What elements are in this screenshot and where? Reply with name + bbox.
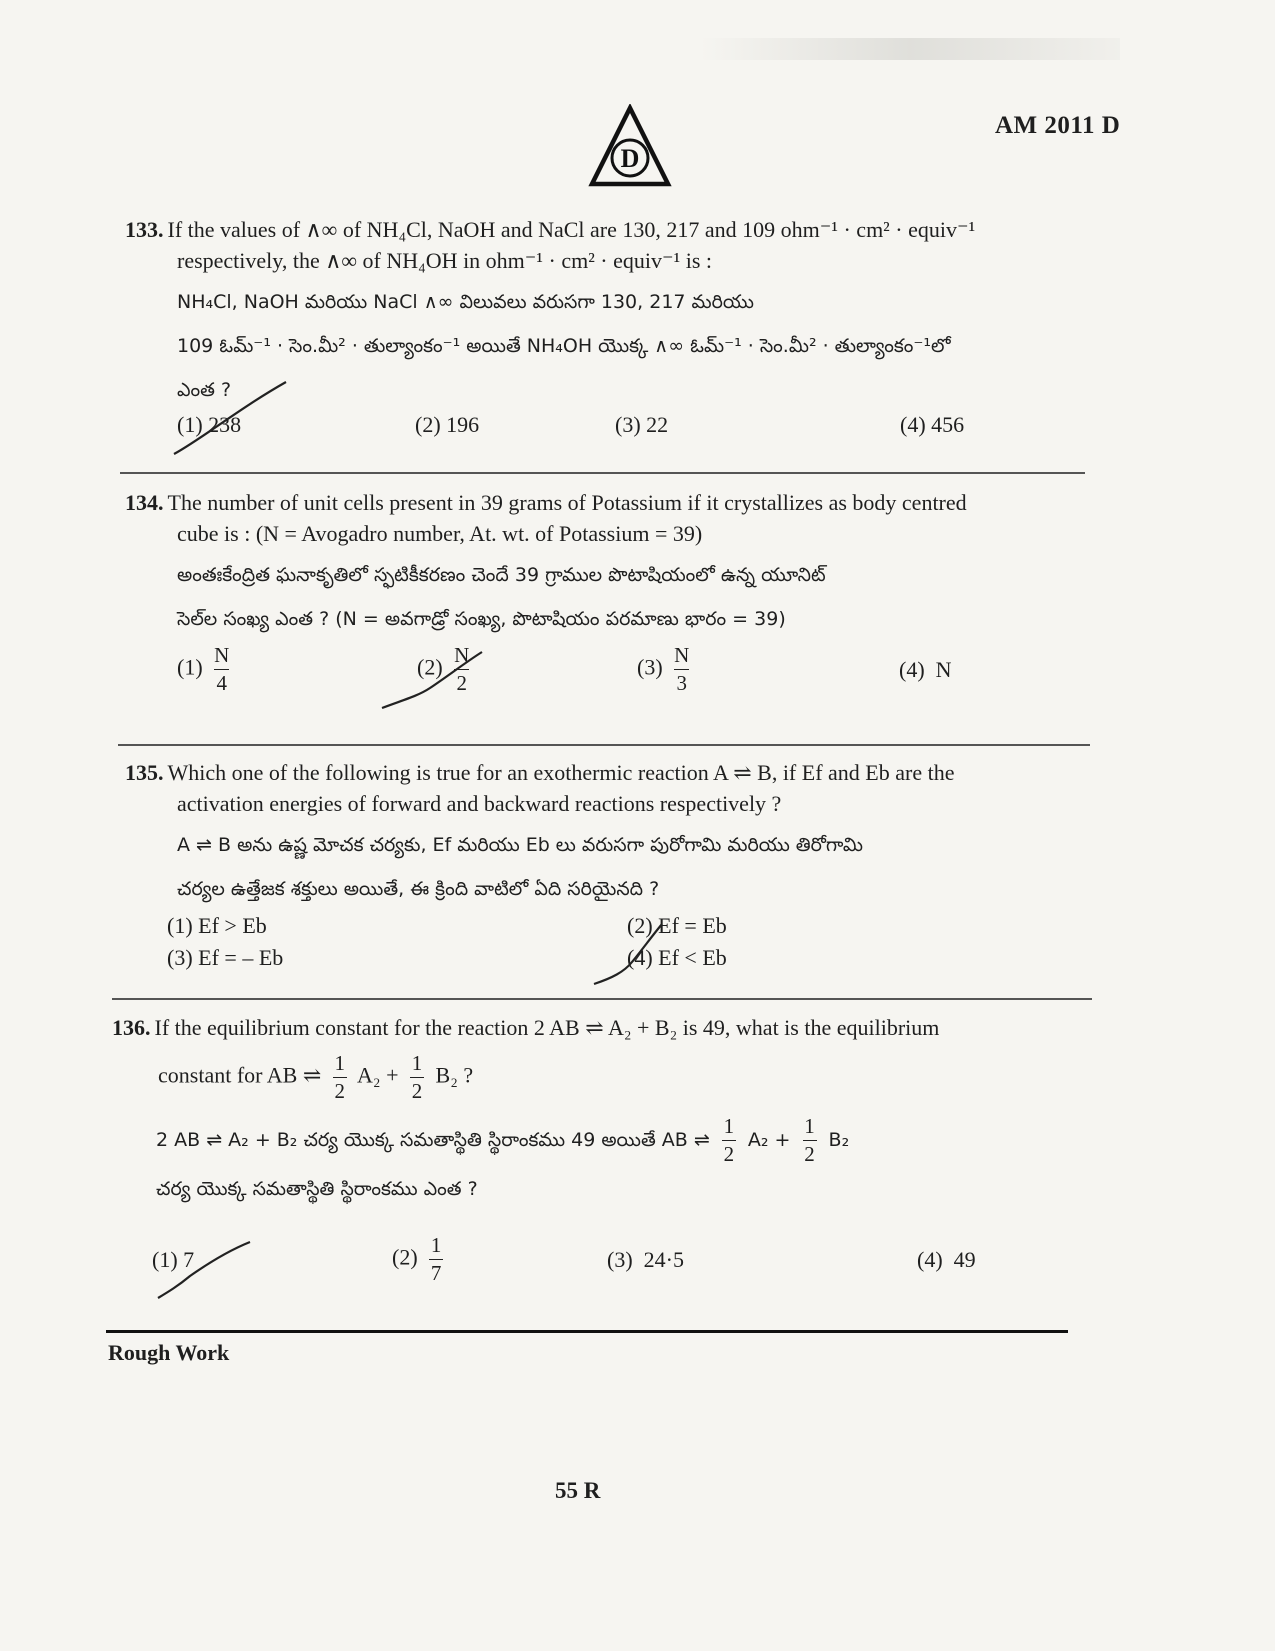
q133-english [125, 214, 1163, 276]
q135-english [125, 757, 1163, 819]
q134-options [125, 645, 1163, 694]
q135-number: 135. [125, 760, 164, 785]
q133-telugu-line1: NH₄Cl, NaOH మరియు NaCl ∧∞ విలువలు వరుసగా 130, 217 మరియు [177, 291, 754, 313]
booklet-letter: D [620, 144, 640, 173]
q136-option-1[interactable]: (1) 7 [152, 1246, 195, 1272]
q133-options [125, 412, 1163, 438]
q133-option-4[interactable]: (4) 456 [900, 412, 965, 437]
q136-telugu [112, 1116, 1163, 1213]
divider-135-136 [112, 998, 1092, 1000]
q133-telugu-line2: 109 ఓమ్⁻¹ · సెం.మీ² · తుల్యాంకం⁻¹ అయితే NH₄OH యొక్క ∧∞ ఓమ్⁻¹ · సెం.మీ² · తుల్యాంకం⁻¹లో [177, 335, 951, 357]
question-134 [125, 487, 1163, 694]
q134-option-2-fraction: $\frac{N}{2}$ [454, 643, 470, 695]
q136-english-line2: constant for AB ⇌ $\frac{1}{2}$ A₂ + $\frac{1}{2}$ B₂ ? [158, 1051, 474, 1103]
q133-english-line1: If the values of ∧∞ of NH₄Cl, NaOH and NaCl are 130, 217 and 109 ohm⁻¹ · cm² · equiv⁻¹ [167, 217, 976, 242]
q133-option-2[interactable]: (2) 196 [415, 412, 480, 437]
q136-option-3[interactable]: (3) 24·5 [607, 1246, 684, 1272]
q136-english [112, 1012, 1163, 1102]
rough-work-label: Rough Work [108, 1340, 230, 1365]
q135-telugu-line1: A ⇌ B అను ఉష్ణ మోచక చర్యకు, Ef మరియు Eb లు వరుసగా పురోగామి మరియు తిరోగామి [177, 834, 863, 856]
q135-telugu [125, 823, 1163, 911]
q133-option-3[interactable]: (3) 22 [615, 412, 669, 437]
q133-option-1[interactable]: (1) 238 [177, 412, 242, 437]
q136-option-2-fraction: $\frac{1}{7}$ [430, 1233, 442, 1285]
question-135 [125, 757, 1163, 971]
q133-english-line2: respectively, the ∧∞ of NH₄OH in ohm⁻¹ · cm² · equiv⁻¹ is : [177, 248, 712, 273]
q134-number: 134. [125, 490, 164, 515]
q135-options [125, 913, 1163, 971]
q136-option-2[interactable]: (2) $\frac{1}{7}$ [392, 1233, 442, 1285]
question-133 [125, 214, 1163, 438]
q136-number: 136. [112, 1015, 151, 1040]
divider-133-134 [120, 472, 1085, 474]
divider-134-135 [118, 744, 1090, 746]
q134-telugu-line2: సెల్‌ల సంఖ్య ఎంత ? (N = అవగాడ్రో సంఖ్య, పొటాషియం పరమాణు భారం = 39) [177, 608, 786, 630]
paper-code: AM 2011 D [995, 112, 1121, 139]
q134-option-2[interactable]: (2) $\frac{N}{2}$ [417, 643, 470, 695]
q136-telugu-half-a: $\frac{1}{2}$ [723, 1114, 735, 1166]
q134-english [125, 487, 1163, 549]
q136-option-4[interactable]: (4) 49 [917, 1246, 976, 1272]
q135-option-1[interactable]: (1) Ef > Eb [167, 913, 267, 938]
booklet-d-triangle-logo [588, 104, 672, 188]
q134-option-1-fraction: $\frac{N}{4}$ [214, 643, 230, 695]
q136-options [112, 1235, 1163, 1284]
q134-telugu [125, 553, 1163, 641]
q134-english-line1: The number of unit cells present in 39 grams of Potassium if it crystallizes as body centred [167, 490, 967, 515]
q135-option-2[interactable]: (2) Ef = Eb [627, 913, 727, 938]
q134-english-line2: cube is : (N = Avogadro number, At. wt. of Potassium = 39) [177, 521, 703, 546]
q135-option-4[interactable]: (4) Ef < Eb [627, 945, 727, 970]
q134-option-4[interactable]: (4) N [899, 656, 952, 682]
q134-option-3-fraction: $\frac{N}{3}$ [674, 643, 690, 695]
q136-telugu-half-b: $\frac{1}{2}$ [804, 1114, 815, 1166]
q135-english-line2: activation energies of forward and backward reactions respectively ? [177, 791, 782, 816]
q135-english-line1: Which one of the following is true for an exothermic reaction A ⇌ B, if Ef and Eb are the [167, 760, 955, 785]
q134-telugu-line1: అంతఃకేంద్రిత ఘనాకృతిలో స్ఫటికీకరణం చెందే 39 గ్రాముల పొటాషియంలో ఉన్న యూనిట్ [177, 564, 826, 586]
q135-option-3[interactable]: (3) Ef = – Eb [167, 945, 284, 970]
q136-telugu-line1: 2 AB ⇌ A₂ + B₂ చర్య యొక్క సమతాస్థితి స్థిరాంకము 49 అయితే AB ⇌ $\frac{1}{2}$ A₂ + $\frac{1}{2}$ B₂ [156, 1114, 850, 1166]
q133-telugu [125, 280, 1163, 412]
question-136 [112, 1012, 1163, 1284]
q133-number: 133. [125, 217, 164, 242]
page-number: 55 R [555, 1478, 601, 1503]
q136-half-fraction-b: $\frac{1}{2}$ [411, 1051, 423, 1103]
q134-option-3[interactable]: (3) $\frac{N}{3}$ [637, 643, 690, 695]
q133-telugu-line3: ఎంత ? [177, 379, 232, 401]
rough-work-divider [106, 1330, 1068, 1333]
q136-english-line1: If the equilibrium constant for the reaction 2 AB ⇌ A₂ + B₂ is 49, what is the equilibrium [154, 1015, 940, 1040]
scan-artifact [700, 38, 1120, 60]
q135-telugu-line2: చర్యల ఉత్తేజక శక్తులు అయితే, ఈ క్రింది వాటిలో ఏది సరియైనది ? [177, 878, 660, 900]
q136-telugu-line2: చర్య యొక్క సమతాస్థితి స్థిరాంకము ఎంత ? [156, 1178, 478, 1200]
q136-half-fraction-a: $\frac{1}{2}$ [334, 1051, 345, 1103]
q134-option-1[interactable]: (1) $\frac{N}{4}$ [177, 643, 230, 695]
